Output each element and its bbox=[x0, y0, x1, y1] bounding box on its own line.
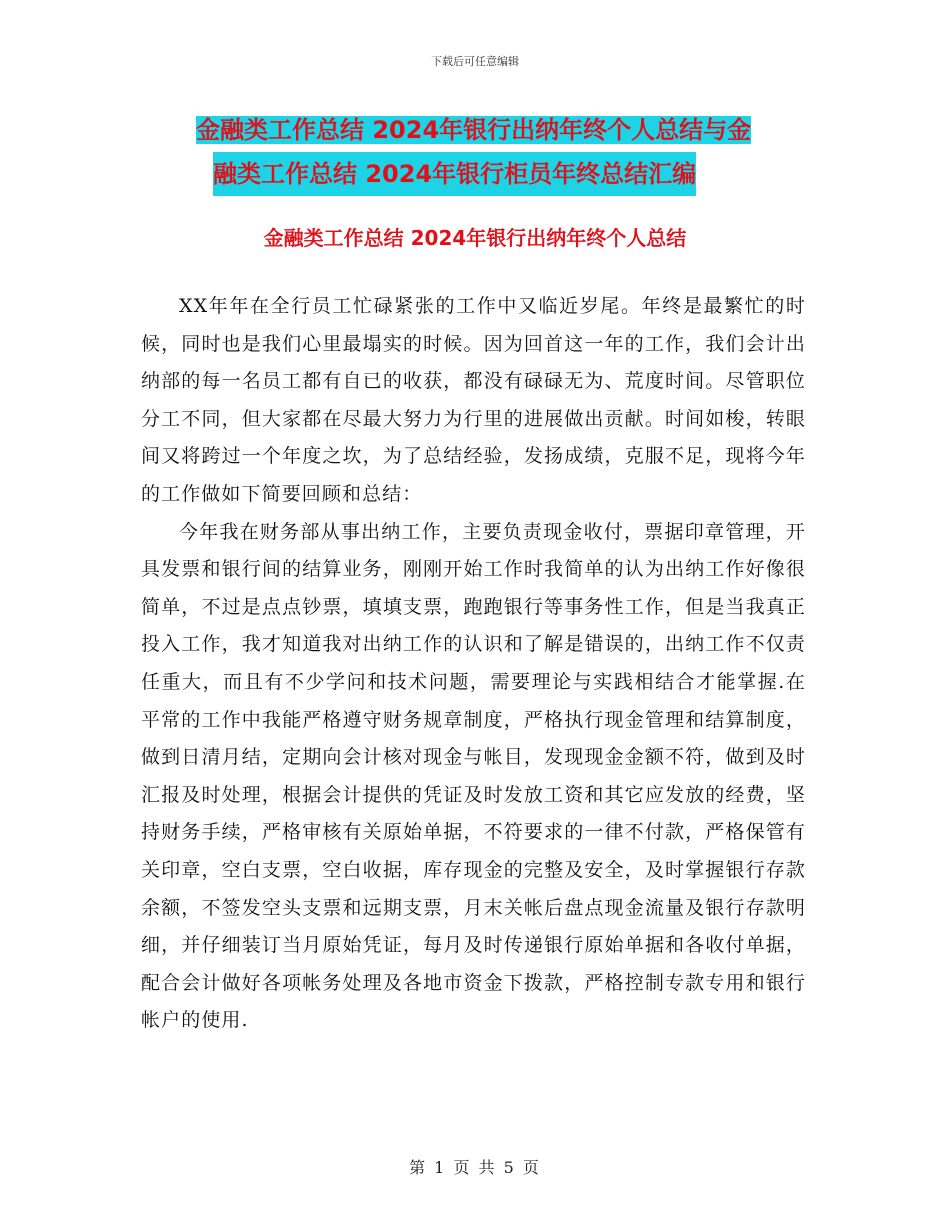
document-title-line-2: 融类工作总结 2024年银行柜员年终总结汇编 bbox=[213, 152, 696, 196]
paragraph: XX年年在全行员工忙碌紧张的工作中又临近岁尾。年终是最繁忙的时候，同时也是我们心里最塌实的时候。因为回首这一年的工作，我们会计出纳部的每一名员工都有自已的收获，都没有碌碌无为、荒度时间。尽管职位分工不同，但大家都在尽最大努力为行里的进展做出贡献。时间如梭，转眼间又将跨过一个年度之坎，为了总结经验，发扬成绩，克服不足，现将今年的工作做如下简要回顾和总结： bbox=[141, 295, 806, 505]
paragraph: 今年我在财务部从事出纳工作，主要负责现金收付，票据印章管理，开具发票和银行间的结算业务，刚刚开始工作时我简单的认为出纳工作好像很简单，不过是点点钞票，填填支票，跑跑银行等事务性工作，但是当我真正投入工作，我才知道我对出纳工作的认识和了解是错误的，出纳工作不仅责任重大，而且有不少学问和技术问题，需要理论与实践相结合才能掌握.在平常的工作中我能严格遵守财务规章制度，严格执行现金管理和结算制度，做到日清月结，定期向会计核对现金与帐目，发现现金金额不符，做到及时汇报及时处理，根据会计提供的凭证及时发放工资和其它应发放的经费，坚持财务手续，严格审核有关原始单据，不符要求的一律不付款，严格保管有关印章，空白支票，空白收据，库存现金的完整及安全，及时掌握银行存款余额，不签发空头支票和远期支票，月末关帐后盘点现金流量及银行存款明细，并仔细装订当月原始凭证，每月及时传递银行原始单据和各收付单据，配合会计做好各项帐务处理及各地市资金下拨款，严格控制专款专用和银行帐户的使用. bbox=[141, 520, 806, 1032]
page-number-footer: 第 1 页 共 5 页 bbox=[409, 1158, 541, 1177]
document-title bbox=[196, 108, 816, 196]
section-title: 金融类工作总结 2024年银行出纳年终个人总结 bbox=[263, 226, 687, 250]
header-note: 下载后可任意编辑 bbox=[431, 55, 519, 68]
document-body bbox=[141, 288, 806, 1040]
document-title-line-1: 金融类工作总结 2024年银行出纳年终个人总结与金 bbox=[196, 116, 752, 144]
